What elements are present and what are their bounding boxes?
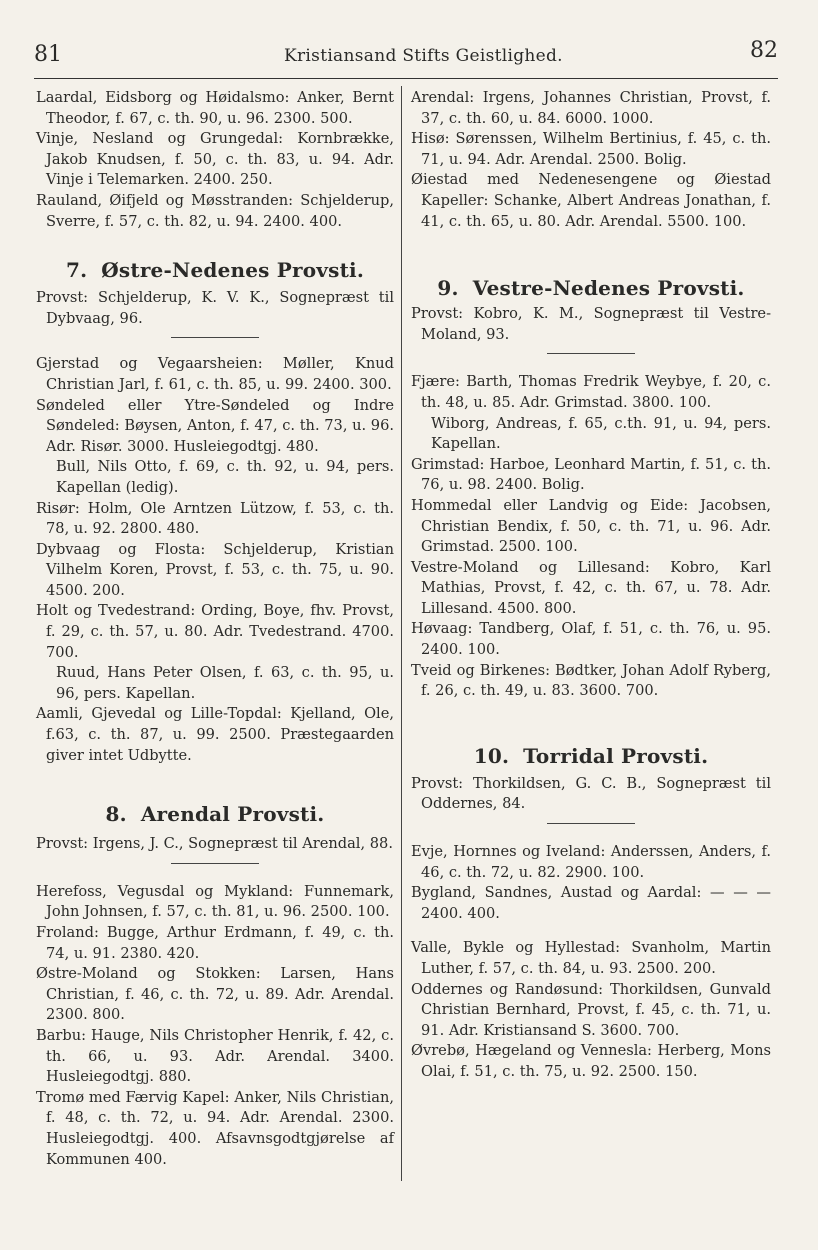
- entry: Grimstad: Harboe, Leonhard Martin, f. 51, c. th. 76, u. 98. 2400. Bolig.: [411, 455, 771, 494]
- section-title: Torridal Provsti.: [523, 743, 709, 768]
- provst-line: Provst: Kobro, K. M., Sognepræst til Vestre-Moland, 93.: [411, 305, 771, 343]
- entry: Fjære: Barth, Thomas Fredrik Weybye, f. 20, c. th. 48, u. 85. Adr. Grimstad. 3800. 100.: [411, 373, 771, 411]
- entry: Vinje, Nesland og Grungedal: Kornbrække, Jakob Knudsen, f. 50, c. th. 83, u. 94. Adr. Vinje i Telemarken. 2400. 250.: [36, 130, 394, 189]
- entry: Arendal: Irgens, Johannes Christian, Provst, f. 37, c. th. 60, u. 84. 6000. 1000.: [411, 89, 771, 127]
- entry: Østre-Moland og Stokken: Larsen, Hans Christian, f. 46, c. th. 72, u. 89. Adr. Arendal. 2300. 800.: [36, 965, 394, 1024]
- section-title: Østre-Nedenes Provsti.: [101, 258, 364, 283]
- running-title: Kristiansand Stifts Geistlighed.: [284, 46, 563, 66]
- section-heading: [411, 276, 771, 300]
- entry: Øiestad med Nedenesengene og Øiestad Kapeller: Schanke, Albert Andreas Jonathan, f. 41, c. th. 65, u. 80. Adr. Arendal. 5500. 100.: [411, 171, 771, 230]
- entry: Hisø: Sørenssen, Wilhelm Bertinius, f. 45, c. th. 71, u. 94. Adr. Arendal. 2500. Bolig.: [411, 130, 771, 168]
- right-column: [411, 88, 771, 1083]
- entry: Hommedal eller Landvig og Eide: Jacobsen, Christian Bendix, f. 50, c. th. 71, u. 96. Adr. Grimstad. 2500. 100.: [411, 496, 771, 556]
- page-number-right: 82: [750, 38, 778, 63]
- entry: Ruud, Hans Peter Olsen, f. 63, c. th. 95, u. 96, pers. Kapellan.: [56, 664, 394, 702]
- entry: Valle, Bykle og Hyllestad: Svanholm, Martin Luther, f. 57, c. th. 84, u. 93. 2500. 200.: [411, 939, 771, 977]
- entry: Høvaag: Tandberg, Olaf, f. 51, c. th. 76, u. 95. 2400. 100.: [411, 620, 771, 659]
- section-heading: [36, 258, 394, 282]
- entry: Laardal, Eidsborg og Høidalsmo: Anker, Bernt Theodor, f. 67, c. th. 90, u. 96. 2300. 500.: [36, 89, 394, 127]
- entry: Evje, Hornnes og Iveland: Anderssen, Anders, f. 46, c. th. 72, u. 82. 2900. 100.: [411, 843, 771, 881]
- section-number: 8.: [105, 802, 127, 827]
- provst-line: Provst: Schjelderup, K. V. K., Sognepræst til Dybvaag, 96.: [36, 289, 394, 327]
- column-rule: [401, 86, 402, 1181]
- section-heading: [411, 744, 771, 768]
- entry: Wiborg, Andreas, f. 65, c.th. 91, u. 94, pers. Kapellan.: [431, 414, 771, 453]
- entry: Risør: Holm, Ole Arntzen Lützow, f. 53, c. th. 78, u. 92. 2800. 480.: [36, 499, 394, 538]
- section-number: 10.: [473, 743, 510, 768]
- header-rule: [34, 78, 778, 79]
- entry: Barbu: Hauge, Nils Christopher Henrik, f. 42, c. th. 66, u. 93. Adr. Arendal. 3400. Husleiegodtgj. 880.: [36, 1026, 394, 1086]
- entry: Gjerstad og Vegaarsheien: Møller, Knud Christian Jarl, f. 61, c. th. 85, u. 99. 2400. 300.: [36, 355, 394, 393]
- page-header: [34, 38, 778, 74]
- entry: Bygland, Sandnes, Austad og Aardal: — — — 2400. 400.: [411, 884, 771, 922]
- section-number: 7.: [66, 258, 88, 283]
- section-number: 9.: [437, 276, 459, 301]
- entry: Tromø med Færvig Kapel: Anker, Nils Christian, f. 48, c. th. 72, u. 94. Adr. Arendal. 2300. Husleiegodtgj. 400. Afsavnsgodtgjørelse af Kommunen 400.: [36, 1088, 394, 1168]
- entry: Oddernes og Randøsund: Thorkildsen, Gunvald Christian Bernhard, Provst, f. 45, c. th. 71, u. 91. Adr. Kristiansand S. 3600. 700.: [411, 980, 771, 1039]
- entry: Dybvaag og Flosta: Schjelderup, Kristian Vilhelm Koren, Provst, f. 53, c. th. 75, u. 90. 4500. 200.: [36, 540, 394, 599]
- entry: Herefoss, Vegusdal og Mykland: Funnemark, John Johnsen, f. 57, c. th. 81, u. 96. 2500. 100.: [36, 882, 394, 921]
- section-heading: [36, 802, 394, 826]
- entry: Rauland, Øifjeld og Møsstranden: Schjelderup, Sverre, f. 57, c. th. 82, u. 94. 2400. 400.: [36, 191, 394, 230]
- section-title: Arendal Provsti.: [140, 802, 325, 827]
- provst-line: Provst: Irgens, J. C., Sognepræst til Arendal, 88.: [36, 835, 393, 853]
- entry: Vestre-Moland og Lillesand: Kobro, Karl Mathias, Provst, f. 42, c. th. 67, u. 78. Adr. Lillesand. 4500. 800.: [411, 558, 771, 617]
- entry: Froland: Bugge, Arthur Erdmann, f. 49, c. th. 74, u. 91. 2380. 420.: [36, 924, 394, 962]
- entry: Bull, Nils Otto, f. 69, c. th. 92, u. 94, pers. Kapellan (ledig).: [56, 458, 394, 496]
- section-title: Vestre-Nedenes Provsti.: [472, 276, 745, 301]
- entry: Søndeled eller Ytre-Søndeled og Indre Søndeled: Bøysen, Anton, f. 47, c. th. 73, u. 96. Adr. Risør. 3000. Husleiegodtgj. 480.: [36, 396, 394, 455]
- entry: Holt og Tvedestrand: Ording, Boye, fhv. Provst, f. 29, c. th. 57, u. 80. Adr. Tvedestrand. 4700. 700.: [36, 602, 394, 661]
- entry: Tveid og Birkenes: Bødtker, Johan Adolf Ryberg, f. 26, c. th. 49, u. 83. 3600. 700.: [411, 661, 771, 700]
- left-column: [36, 88, 394, 1170]
- entry: Øvrebø, Hægeland og Vennesla: Herberg, Mons Olai, f. 51, c. th. 75, u. 92. 2500. 150.: [411, 1042, 771, 1080]
- page-number-left: 81: [34, 42, 62, 67]
- entry: Aamli, Gjevedal og Lille-Topdal: Kjelland, Ole, f.63, c. th. 87, u. 99. 2500. Præstegaarden giver intet Udbytte.: [36, 705, 394, 764]
- provst-line: Provst: Thorkildsen, G. C. B., Sognepræst til Oddernes, 84.: [411, 774, 771, 813]
